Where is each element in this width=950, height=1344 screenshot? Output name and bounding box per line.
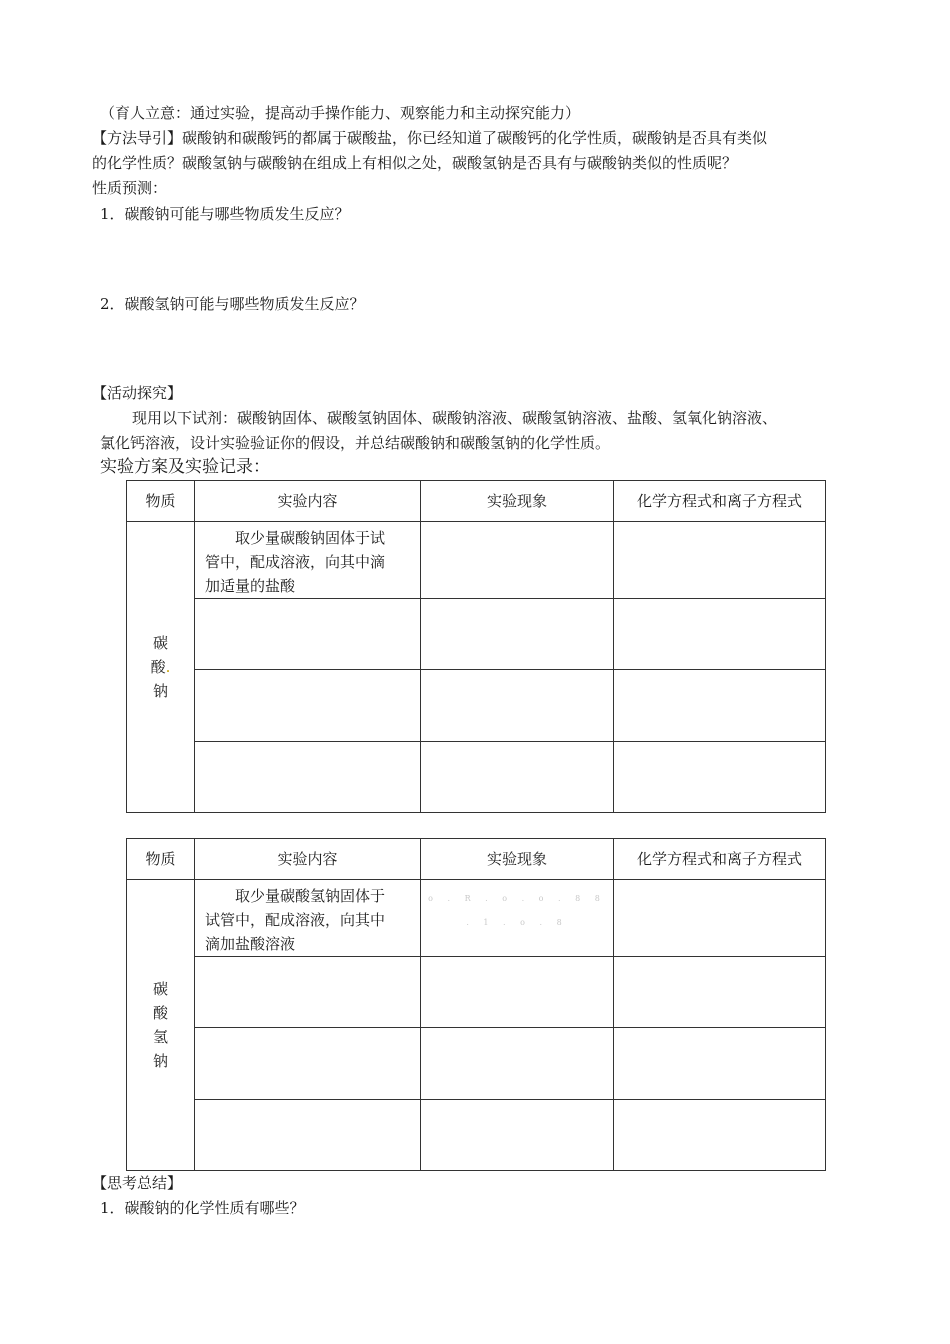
phenomenon-cell (421, 670, 614, 742)
header-substance: 物质 (127, 839, 195, 880)
experiment-content-cell: 取少量碳酸钠固体于试 管中，配成溶液，向其中滴 加适量的盐酸 (195, 522, 421, 599)
experiment-content-cell (195, 1100, 421, 1171)
header-content: 实验内容 (195, 481, 421, 522)
summary-heading: 【思考总结】 (92, 1174, 183, 1192)
activity-heading: 【活动探究】 (92, 384, 183, 402)
phenomenon-cell (421, 957, 614, 1028)
plan-title: 实验方案及实验记录： (100, 457, 270, 477)
experiment-content-cell (195, 599, 421, 670)
equation-cell (614, 880, 826, 957)
purpose-text: （育人立意：通过实验，提高动手操作能力、观察能力和主动探究能力） (100, 104, 581, 122)
equation-cell (614, 957, 826, 1028)
equation-cell (614, 1028, 826, 1100)
equation-cell (614, 742, 826, 813)
experiment-content-cell (195, 742, 421, 813)
phenomenon-cell (421, 1028, 614, 1100)
activity-text-line2: 氯化钙溶液，设计实验验证你的假设，并总结碳酸钠和碳酸氢钠的化学性质。 (100, 434, 611, 452)
phenomenon-cell (421, 880, 614, 957)
experiment-content-cell (195, 1028, 421, 1100)
equation-cell (614, 522, 826, 599)
header-phenomenon: 实验现象 (421, 481, 614, 522)
equation-cell (614, 670, 826, 742)
header-equation: 化学方程式和离子方程式 (614, 481, 826, 522)
method-guide-line2: 的化学性质？碳酸氢钠与碳酸钠在组成上有相似之处，碳酸氢钠是否具有与碳酸钠类似的性质呢？ (92, 154, 738, 172)
question-2: 2．碳酸氢钠可能与哪些物质发生反应？ (100, 295, 365, 313)
experiment-content-cell (195, 670, 421, 742)
sodium-bicarbonate-table (126, 838, 826, 1171)
sodium-carbonate-table (126, 480, 826, 813)
summary-question-1: 1．碳酸钠的化学性质有哪些？ (100, 1199, 305, 1217)
prediction-heading: 性质预测： (92, 179, 168, 197)
header-phenomenon: 实验现象 (421, 839, 614, 880)
equation-cell (614, 599, 826, 670)
phenomenon-cell (421, 742, 614, 813)
question-1: 1．碳酸钠可能与哪些物质发生反应？ (100, 205, 350, 223)
method-guide-line1: 【方法导引】碳酸钠和碳酸钙的都属于碳酸盐，你已经知道了碳酸钙的化学性质，碳酸钠是否具有类似 (92, 129, 768, 147)
experiment-content-cell (195, 957, 421, 1028)
subject-sodium-carbonate: 碳 酸. 钠 (127, 522, 195, 813)
header-substance: 物质 (127, 481, 195, 522)
activity-text-line1: 现用以下试剂：碳酸钠固体、碳酸氢钠固体、碳酸钠溶液、碳酸氢钠溶液、盐酸、氢氧化钠溶液、 (132, 409, 778, 427)
phenomenon-cell (421, 599, 614, 670)
faint-mark-text: o . R . o . o . 8 8 . 1 . o . 8 (428, 894, 606, 927)
phenomenon-cell (421, 1100, 614, 1171)
equation-cell (614, 1100, 826, 1171)
experiment-content-cell: 取少量碳酸氢钠固体于 试管中，配成溶液，向其中 滴加盐酸溶液 (195, 880, 421, 957)
subject-sodium-bicarbonate: 碳 酸 氢 钠 (127, 880, 195, 1171)
header-content: 实验内容 (195, 839, 421, 880)
header-equation: 化学方程式和离子方程式 (614, 839, 826, 880)
phenomenon-cell (421, 522, 614, 599)
